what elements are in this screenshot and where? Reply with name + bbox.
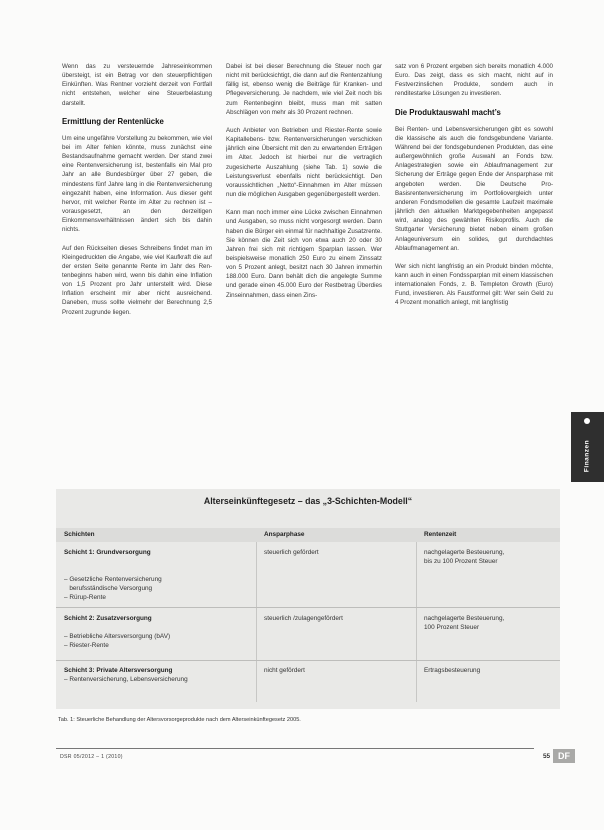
text-column-1 [62, 62, 212, 482]
footer-divider [56, 748, 534, 749]
table-header-cell: Schichten [64, 531, 95, 538]
table-header-cell: Rentenzeit [424, 531, 457, 538]
page-number: 55 [543, 753, 551, 760]
section-heading: Die Produktauswahl macht’s [395, 107, 501, 117]
paragraph: Dabei ist bei dieser Berechnung die Steuer noch gar nicht mit berücksichtigt, die dann auf die Rentenzahlung fällig ist, ebenso wenig die Beiträge für Kranken- und Pflegeversicherung. Je nachdem, wie viel Zeit noch bis zum Rentenbeginn bleibt, muss man mit satten Abschlägen von mehr als 30 Prozent rechnen. [226, 63, 382, 116]
row-divider [56, 607, 560, 608]
table-row-item: – Riester-Rente [64, 642, 109, 649]
table-cell-rentenzeit: 100 Prozent Steuer [424, 624, 480, 631]
table-cell-rentenzeit: nachgelagerte Besteuerung, [424, 615, 505, 622]
table-cell-rentenzeit: bis zu 100 Prozent Steuer [424, 558, 498, 565]
section-tab [571, 412, 604, 482]
paragraph: Auch Anbieter von Betrieben und Riester-Rente sowie Kapitallebens- bzw. Rentenversicherungen verschicken jährlich eine Übersicht mit den zu erwartenden Erträgen im Alter. Jedoch ist hierbei nur die vertraglich zugesicherte Auszahlung (siehe Tab. 1) sowie die Leistungsverlust ebenfalls nicht berücksichtigt. Den voraussichtlichen „Netto“-Einnahmen im Alter müssen nun die möglichen Ausgaben gegenübergestellt werden. [226, 126, 382, 199]
bullet-dot-icon [584, 418, 590, 424]
footer-publication: DSR 05/2012 – 1 (2010) [60, 754, 123, 760]
text-column-3 [395, 62, 553, 482]
paragraph: Wenn das zu versteuernde Jahreseinkommen übersteigt, ist ein Betrag vor den steuerpflichtigen Einkünften. Was Rentner vorzieht derzeit von Fortfall nicht entstehen, welcher eine Steuerbelastung darstellt. [62, 63, 212, 107]
table-row-item: – Rentenversicherung, Lebensversicherung [64, 676, 188, 683]
section-heading: Ermittlung der Rentenlücke [62, 116, 164, 126]
table-title: Alterseinkünftegesetz – das „3-Schichten-Modell“ [203, 496, 413, 506]
row-divider [56, 660, 560, 661]
table-cell-ansparphase: steuerlich gefördert [264, 549, 319, 556]
paragraph: Um eine ungefähre Vorstellung zu bekommen, wie viel bei im Alter fehlen könnte, muss zunächst eine Bestandsaufnahme gemacht werden. Der stand zwei eine Rentenversicherung ist, bestenfalls ein Mal pro Jahr an alle Bundesbürger über 27 geben, die mindestens fünf Jahre lang in die Rentenversicherung eingezahlt haben, eine Information. Aus dieser geht hervor, mit welcher Rente im Alter zu rechnen ist – vorausgesetzt, an den derzeitigen Einkommensverhältnissen ändert sich bis dahin nichts. [62, 134, 212, 234]
table-cell-rentenzeit: nachgelagerte Besteuerung, [424, 549, 505, 556]
column-divider [416, 542, 417, 702]
table-cell-ansparphase: steuerlich /zulagengefördert [264, 615, 343, 622]
table-row-item: berufsständische Versorgung [64, 585, 153, 592]
table-row-name: Schicht 1: Grundversorgung [64, 549, 151, 556]
paragraph: satz von 6 Prozent ergeben sich bereits monatlich 4.000 Euro. Das zeigt, dass es sich macht, nicht auf in Festverzinslichen Produkte, sondern auch in renditestarke Lösungen zu investieren. [395, 63, 553, 98]
paragraph: Wer sich nicht langfristig an ein Produkt binden möchte, kann auch in einen Fondssparplan mit einem klassischen internationalen Fonds, z. B. Templeton Growth (Euro) Fund, investieren. Als Faustformel gilt: Wer sein Geld zu 4 Prozent monatlich anlegt, mit langfristig [395, 262, 553, 307]
table-row-item: – Gesetzliche Rentenversicherung [64, 576, 162, 583]
table-cell-ansparphase: nicht gefördert [264, 667, 305, 674]
paragraph: Kann man noch immer eine Lücke zwischen Einnahmen und Ausgaben, so muss nicht vorgesorgt werden. Dann haben die Bürger ein einmal für nachhaltige Zusatzrente. Sie können die Zeit sich von etwa auch 20 oder 30 Jahren frei sich mit richtigem Sparplan lassen. Wer beispielsweise monatlich 250 Euro zu einem Zinssatz von 5 Prozent anlegt, besitzt nach 30 Jahren immerhin 188.000 Euro. Dann behält dich die angelegte Summe und gerade einen 45.000 Euro der Restbetrag Überdies Zinseinnahmen, dass einen Zins- [226, 209, 382, 299]
column-divider [256, 542, 257, 702]
table-header-row [56, 528, 560, 542]
table-row-item: – Betriebliche Altersversorgung (bAV) [64, 633, 171, 640]
table-row-name: Schicht 3: Private Altersversorgung [64, 667, 173, 674]
magazine-logo: DF [553, 749, 575, 763]
table-caption: Tab. 1: Steuerliche Behandlung der Altersvorsorgeprodukte nach dem Alterseinkünftegesetz 2005. [58, 717, 301, 723]
section-tab-label: Finanzen [583, 439, 591, 473]
table-header-cell: Ansparphase [264, 531, 305, 538]
table-row-item: – Rürup-Rente [64, 594, 106, 601]
text-column-2 [226, 62, 382, 482]
table-cell-rentenzeit: Ertragsbesteuerung [424, 667, 481, 674]
paragraph: Bei Renten- und Lebensversicherungen gibt es sowohl die klassische als auch die fondsgebundene Variante. Während bei der fondsgebundenen Produkten, das eine außergewöhnlich große Auswahl an Fonds bzw. Anlagestrategien sowie ein Ablaufmanagement zur Sicherung der Erträge gegen Ende der Ansparphase mit angeboten werden. Die Deutsche ProBasisrentenversicherung im Portfoliovergleich unter anderen Fondsmodellen die gesamte Laufzeit maximale jährlich den aktuellen Marktgegebenheiten angepasst wird, analog des gewählten Risikoprofils. Auch die Stuttgarter Versicherung bietet neben einem großen Anlageuniversum ein solides, gut durchdachtes Ablaufmanagement an. [395, 125, 553, 252]
paragraph: Auf den Rückseiten dieses Schreibens findet man im Kleingedruckten die Angabe, wie viel Kaufkraft die auf der ersten Seite genannte Rente im Jahr des Rentenbeginns haben wird, wenn bis dahin eine Inflation von 1,5 Prozent pro Jahr unterstellt wird. Diese Inflation erscheint mir aber nicht ausreichend. Daneben, muss sollte vielmehr der Berechnung 2,5 Prozent zugrunde liegen. [62, 244, 212, 316]
table-row-name: Schicht 2: Zusatzversorgung [64, 615, 152, 622]
